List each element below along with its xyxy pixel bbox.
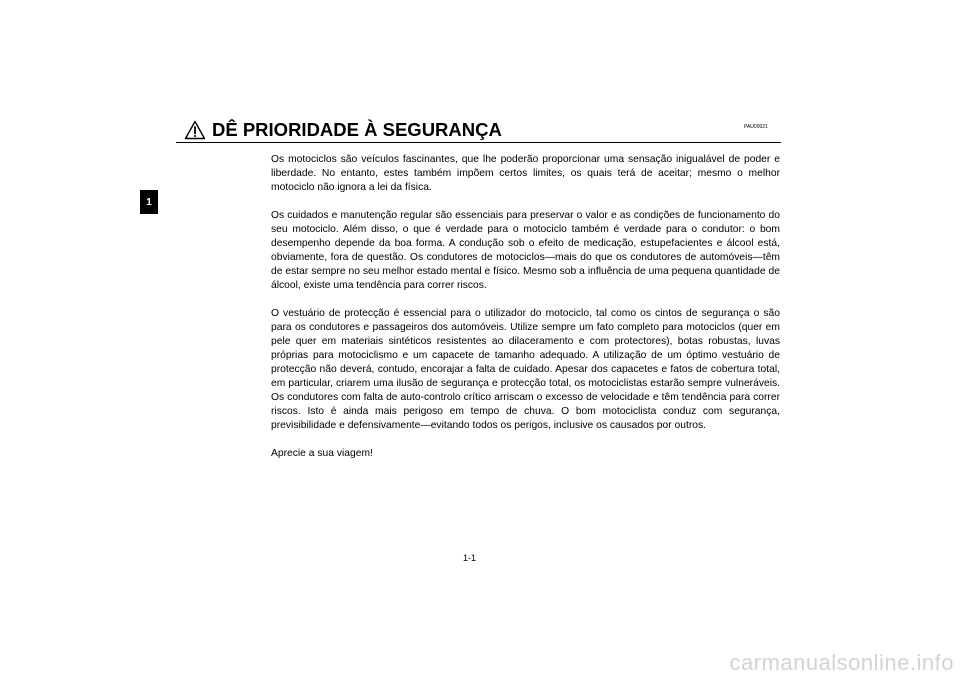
paragraph-protective-clothing: O vestuário de protecção é essencial para o utilizador do motociclo, tal como os cintos de segurança o são para os condutores e passageiros dos automóveis. Utilize sempre um fato completo para motociclos (quer em pele quer em materiais sintéticos resistentes ao dilaceramento e com protectores), botas robustas, luvas próprias para motociclismo e um capacete de tamanho adequado. A utilização de um óptimo vestuário de protecção não deverá, contudo, encorajar a falta de cuidado. Apesar dos capacetes e fatos de cobertura total, em particular, criarem uma ilusão de segurança e protecção total, os motociclistas estarão sempre vulneráveis. Os condutores com falta de auto-controlo crítico arriscam o excesso de velocidade e têm tendência para correr riscos. Isto é ainda mais perigoso em tempo de chuva. O bom motociclista conduz com segurança, previsibilidade e defensivamente—evitando todos os perigos, inclusive os causados por outros. [271, 308, 780, 431]
page-title: DÊ PRIORIDADE À SEGURANÇA [212, 119, 502, 140]
page-header [184, 119, 502, 141]
paragraph-maintenance: Os cuidados e manutenção regular são essenciais para preservar o valor e as condições de funcionamento do seu motociclo. Além disso, o que é verdade para o motociclo também é verdade para o condutor: o bom desempenho depende da boa forma. A condução sob o efeito de medicação, estupefacientes e álcool está, obviamente, fora de questão. Os condutores de motociclos—mais do que os condutores de automóveis—têm de estar sempre no seu melhor estado mental e físico. Mesmo sob a influência de uma pequena quantidade de álcool, existe uma tendência para correr riscos. [271, 210, 780, 291]
chapter-tab: 1 [140, 190, 158, 214]
paragraph-intro: Os motociclos são veículos fascinantes, que lhe poderão proporcionar uma sensação inigualável de poder e liberdade. No entanto, estes também impõem certos limites, os quais terá de aceitar; mesmo o melhor motociclo não ignora a lei da física. [271, 154, 780, 193]
header-rule [176, 142, 781, 143]
body-text [271, 153, 780, 475]
warning-triangle-icon [184, 120, 206, 140]
watermark: carmanualsonline.info [729, 650, 954, 675]
document-code: PAU00021 [744, 124, 768, 130]
paragraph-closing: Aprecie a sua viagem! [271, 448, 373, 459]
page-number: 1-1 [463, 553, 477, 563]
